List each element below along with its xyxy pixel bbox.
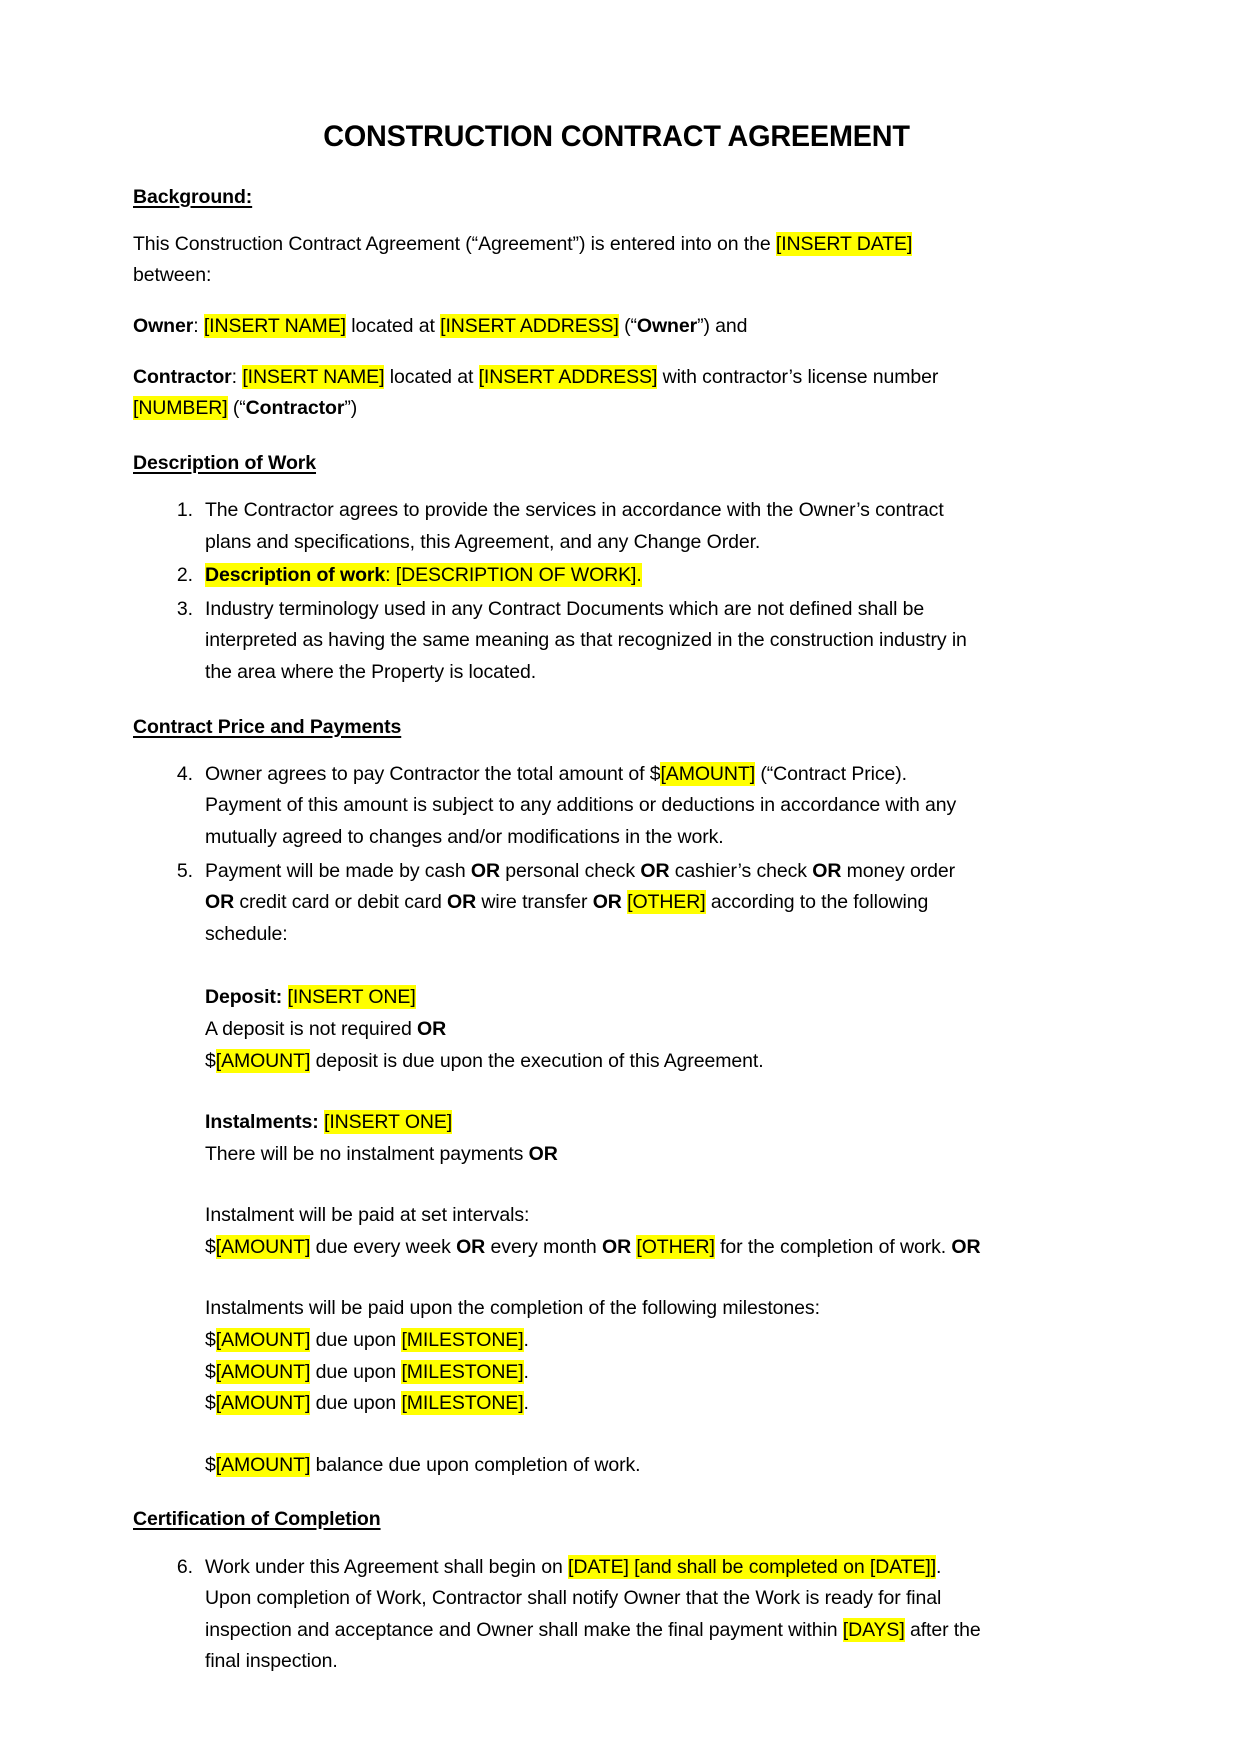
section-heading-contract-price-and-payments: [133, 715, 1100, 740]
owner-located-at-text: located at: [345, 315, 441, 337]
contractor-colon: :: [231, 365, 243, 388]
instalments-set-intervals-heading: Instalment will be paid at set intervals:: [205, 1204, 530, 1227]
page-title: CONSTRUCTION CONTRACT AGREEMENT: [323, 120, 910, 153]
insert-date-placeholder[interactable]: [INSERT DATE]: [775, 232, 913, 255]
contractor-name-placeholder[interactable]: [INSERT NAME]: [242, 365, 385, 388]
payment-methods-p2: personal check: [499, 859, 641, 882]
interval-text-2: every month: [485, 1235, 602, 1258]
section-heading-certification-of-completion: [133, 1507, 1100, 1532]
dollar-sign: $: [205, 1328, 216, 1351]
owner-address-placeholder[interactable]: [INSERT ADDRESS]: [440, 315, 619, 337]
spacer: [205, 1170, 1005, 1200]
intro-text-after: between:: [133, 264, 212, 287]
section-heading-background: [133, 185, 1100, 210]
or-connector: OR: [456, 1235, 486, 1258]
contractor-defined-term: Contractor: [245, 397, 345, 420]
or-connector: OR: [417, 1017, 447, 1040]
owner-name-placeholder[interactable]: [INSERT NAME]: [203, 315, 346, 337]
list-item-number: 1.: [176, 499, 193, 522]
item4-text-before: Owner agrees to pay Contractor the total amount of $: [205, 762, 661, 785]
description-of-work-label: Description of work: [205, 564, 386, 587]
dollar-sign: $: [205, 1453, 216, 1476]
list-item: [176, 495, 985, 558]
list-item-number: 5.: [176, 859, 193, 882]
item4-text-after: (“Contract Price). Payment of this amount is subject to any additions or deductions in accordance with any mutually agreed to changes and/or modifications in the work.: [205, 762, 957, 849]
owner-paragraph: [133, 311, 983, 343]
contractor-license-number-placeholder[interactable]: [NUMBER]: [133, 397, 228, 420]
owner-defined-term: Owner: [636, 315, 698, 337]
deposit-insert-one-placeholder[interactable]: [INSERT ONE]: [287, 986, 416, 1009]
contractor-address-placeholder[interactable]: [INSERT ADDRESS]: [478, 365, 658, 388]
section-heading-description-of-work: [133, 451, 1100, 476]
interval-text-1: due every week: [310, 1235, 457, 1258]
description-of-work-colon: :: [385, 564, 396, 587]
payment-method-other-placeholder[interactable]: [OTHER]: [627, 891, 706, 914]
list-item-number: 4.: [176, 762, 193, 785]
or-connector: OR: [528, 1142, 558, 1165]
milestone-period: .: [523, 1392, 529, 1415]
or-connector: OR: [812, 859, 842, 882]
or-connector: OR: [951, 1235, 981, 1258]
list-item-number: 6.: [176, 1555, 193, 1578]
or-connector: OR: [205, 891, 235, 914]
or-connector: OR: [592, 891, 622, 914]
deposit-option-b: [205, 1046, 1005, 1078]
deposit-option-a: [205, 1014, 1005, 1046]
spacer: [205, 1263, 1005, 1293]
milestone-amount-placeholder[interactable]: [AMOUNT]: [215, 1360, 311, 1383]
instalment-interval-other-placeholder[interactable]: [OTHER]: [636, 1235, 715, 1258]
contractor-license-text: with contractor’s license number: [657, 365, 939, 388]
contractor-paragraph: [133, 362, 983, 425]
deposit-option-b-text: deposit is due upon the execution of this Agreement.: [310, 1049, 764, 1072]
owner-colon: :: [193, 315, 204, 337]
payment-methods-p1: Payment will be made by cash: [205, 859, 471, 882]
dollar-sign: $: [205, 1360, 216, 1383]
section-heading-background-label: Background:: [133, 185, 253, 208]
list-item: [176, 560, 985, 592]
item6-text-mid: . Upon completion of Work, Contractor shall notify Owner that the Work is ready for final inspection and acceptance and Owner shall make the final payment within: [205, 1555, 942, 1641]
balance-amount-placeholder[interactable]: [AMOUNT]: [215, 1453, 311, 1476]
milestone-period: .: [523, 1328, 529, 1351]
milestone-period: .: [523, 1360, 529, 1383]
list-item-text: Industry terminology used in any Contract Documents which are not defined shall be interpreted as having the same meaning as that recognized in the construction industry in the area where the Property is located.: [205, 597, 967, 683]
description-of-work-highlight[interactable]: [205, 563, 642, 587]
spacer: [205, 1077, 1005, 1107]
item6-text-before: Work under this Agreement shall begin on: [205, 1555, 569, 1578]
payment-methods-p5: credit card or debit card: [234, 891, 448, 914]
work-dates-placeholder[interactable]: [DATE] [and shall be completed on [DATE]]: [568, 1555, 937, 1578]
instalments-label: Instalments:: [205, 1111, 319, 1134]
instalments-milestones-heading: Instalments will be paid upon the completion of the following milestones:: [205, 1297, 820, 1320]
milestone-line: [205, 1325, 1005, 1357]
milestone-mid-text: due upon: [310, 1392, 402, 1415]
section-heading-contract-price-label: Contract Price and Payments: [133, 715, 402, 738]
final-payment-days-placeholder[interactable]: [DAYS]: [842, 1618, 905, 1641]
interval-text-4: for the completion of work.: [714, 1235, 952, 1258]
or-connector: OR: [447, 891, 477, 914]
intro-text-before: This Construction Contract Agreement (“Agreement”) is entered into on the: [133, 232, 776, 255]
contractor-tail-open: (“: [227, 397, 246, 420]
milestone-name-placeholder[interactable]: [MILESTONE]: [401, 1328, 524, 1351]
description-of-work-placeholder: [DESCRIPTION OF WORK]: [395, 564, 637, 587]
milestone-line: [205, 1388, 1005, 1420]
description-of-work-period: .: [636, 564, 642, 587]
list-item: [176, 594, 985, 689]
item6-text-after: after the final inspection.: [205, 1618, 981, 1673]
deposit-heading-line: [205, 982, 1005, 1014]
deposit-option-a-text: A deposit is not required: [205, 1017, 418, 1040]
balance-text: balance due upon completion of work.: [310, 1453, 641, 1476]
payment-methods-p3: cashier’s check: [669, 859, 813, 882]
milestone-amount-placeholder[interactable]: [AMOUNT]: [215, 1328, 311, 1351]
owner-label: Owner: [133, 315, 194, 337]
instalments-block: [133, 1077, 1005, 1481]
contract-price-amount-placeholder[interactable]: [AMOUNT]: [660, 762, 756, 785]
instalments-heading-line: [205, 1107, 1005, 1139]
spacer: [205, 952, 1005, 982]
or-connector: OR: [602, 1235, 632, 1258]
contract-price-list: [133, 759, 1100, 950]
certification-list: [133, 1552, 1100, 1678]
payment-methods-p8: according to the following schedule:: [205, 891, 929, 945]
section-heading-certification-label: Certification of Completion: [133, 1508, 381, 1531]
balance-line: [205, 1450, 1005, 1482]
instalments-option-none: [205, 1139, 1005, 1171]
background-intro-paragraph: [133, 229, 983, 292]
list-item-number: 3.: [176, 597, 193, 620]
spacer: [205, 1420, 1005, 1450]
contractor-located-at-text: located at: [384, 365, 479, 388]
milestone-line: [205, 1357, 1005, 1389]
list-item: [176, 856, 985, 951]
payment-methods-p4: money order: [841, 859, 955, 882]
list-item: [176, 759, 985, 854]
description-of-work-list: [133, 495, 1100, 688]
milestone-name-placeholder[interactable]: [MILESTONE]: [401, 1392, 524, 1415]
instalments-insert-one-placeholder[interactable]: [INSERT ONE]: [324, 1111, 453, 1134]
payment-methods-p6: wire transfer: [476, 891, 593, 914]
contractor-label: Contractor: [133, 365, 232, 388]
owner-tail-open: (“: [618, 315, 637, 337]
deposit-label: Deposit:: [205, 986, 283, 1009]
list-item-number: 2.: [176, 564, 193, 587]
milestone-name-placeholder[interactable]: [MILESTONE]: [401, 1360, 524, 1383]
section-heading-description-of-work-label: Description of Work: [133, 451, 317, 474]
instalments-interval-line: [205, 1232, 1005, 1264]
or-connector: OR: [640, 859, 670, 882]
deposit-block: [133, 952, 1005, 1077]
dollar-sign: $: [205, 1235, 216, 1258]
dollar-sign: $: [205, 1392, 216, 1415]
owner-tail-close: ”) and: [697, 315, 748, 337]
list-item: [176, 1552, 985, 1678]
list-item-text: The Contractor agrees to provide the services in accordance with the Owner’s contract plans and specifications, this Agreement, and any Change Order.: [205, 499, 944, 553]
milestone-amount-placeholder[interactable]: [AMOUNT]: [215, 1392, 311, 1415]
instalment-interval-amount-placeholder[interactable]: [AMOUNT]: [215, 1235, 311, 1258]
milestone-mid-text: due upon: [310, 1360, 402, 1383]
instalments-no-payments-text: There will be no instalment payments: [205, 1142, 529, 1165]
deposit-amount-placeholder[interactable]: [AMOUNT]: [215, 1049, 311, 1072]
contractor-tail-close: ”): [344, 397, 358, 420]
dollar-sign: $: [205, 1049, 216, 1072]
or-connector: OR: [470, 859, 500, 882]
milestone-mid-text: due upon: [310, 1328, 402, 1351]
